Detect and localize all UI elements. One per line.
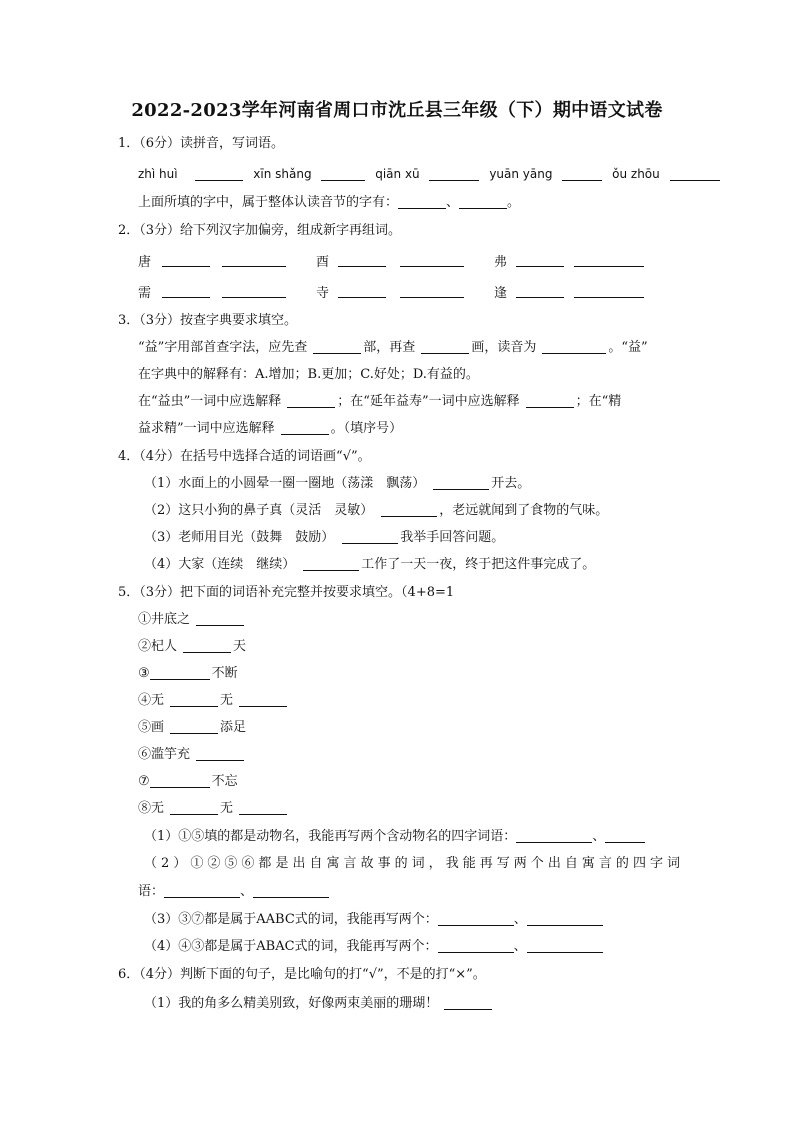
question-1-heading: 1．（6分）读拼音，写词语。	[118, 136, 285, 151]
pinyin-4: yuān yāng	[489, 167, 553, 181]
char-1: 唐	[138, 255, 152, 270]
answer-blank[interactable]	[170, 692, 218, 707]
answer-blank[interactable]	[516, 283, 564, 298]
separator: 、	[446, 195, 460, 210]
text: 语：	[138, 884, 165, 899]
idiom-6	[138, 746, 244, 764]
answer-blank[interactable]	[605, 828, 645, 843]
pinyin-1: zhì huì	[138, 167, 178, 181]
answer-blank[interactable]	[516, 252, 564, 267]
idiom-7	[138, 773, 238, 791]
text: 画，读音为	[471, 340, 537, 355]
answer-blank[interactable]	[574, 252, 644, 267]
answer-blank[interactable]	[444, 995, 492, 1010]
char-4: 需	[138, 286, 152, 301]
text: （1）水面上的小圆晕一圈一圈地（荡漾 飘荡）	[144, 476, 426, 491]
question-1-note	[138, 194, 520, 212]
text: 。（填序号）	[330, 421, 403, 436]
pinyin-3: qiān xū	[375, 167, 420, 181]
answer-blank[interactable]	[170, 800, 218, 815]
text: 部，再查	[363, 340, 416, 355]
text: 无	[220, 801, 234, 816]
text: 在“益虫”一词中应选解释	[138, 394, 282, 409]
question-1-note-text: 上面所填的字中，属于整体认读音节的字有：	[138, 195, 399, 210]
pinyin-2: xīn shǎng	[253, 167, 312, 181]
answer-blank[interactable]	[438, 938, 514, 953]
idiom-4	[138, 692, 287, 710]
answer-blank[interactable]	[400, 283, 464, 298]
answer-blank[interactable]	[542, 339, 606, 354]
text: ；在“精	[575, 394, 622, 409]
answer-blank[interactable]	[164, 883, 240, 898]
answer-blank[interactable]	[574, 283, 644, 298]
answer-blank[interactable]	[183, 638, 231, 653]
idiom-2	[138, 638, 246, 656]
text: 添足	[220, 720, 247, 735]
answer-blank[interactable]	[398, 194, 446, 209]
answer-blank[interactable]	[222, 252, 286, 267]
answer-blank[interactable]	[195, 166, 243, 181]
answer-blank[interactable]	[338, 252, 386, 267]
answer-blank[interactable]	[303, 556, 359, 571]
answer-blank[interactable]	[253, 883, 329, 898]
text: 我举手回答问题。	[400, 530, 505, 545]
text: ③	[138, 666, 150, 681]
idiom-8	[138, 800, 287, 818]
question-5-sub-2-cont	[138, 883, 329, 901]
idiom-3	[138, 665, 238, 683]
separator: 、	[592, 829, 606, 844]
idiom-1	[138, 611, 244, 629]
page-title: 2022-2023学年河南省周口市沈丘县三年级（下）期中语文试卷	[131, 100, 663, 121]
text: （3）③⑦都是属于AABC式的词，我能再写两个：	[144, 912, 438, 927]
answer-blank[interactable]	[527, 911, 603, 926]
text: ⑧无	[138, 801, 165, 816]
question-3-line-3	[138, 393, 621, 411]
question-5-sub-2	[144, 855, 680, 873]
text: （4）④③都是属于ABAC式的词，我能再写两个：	[144, 939, 438, 954]
question-5-sub-3	[144, 911, 603, 929]
pinyin-5: ǒu zhōu	[612, 167, 660, 181]
question-3-line-1	[138, 339, 648, 357]
answer-blank[interactable]	[281, 420, 329, 435]
text: 。“益”	[608, 340, 648, 355]
separator: 、	[513, 939, 527, 954]
answer-blank[interactable]	[150, 773, 210, 788]
text: ，老远就闻到了食物的气味。	[439, 503, 609, 518]
answer-blank[interactable]	[381, 502, 437, 517]
answer-blank[interactable]	[527, 938, 603, 953]
answer-blank[interactable]	[338, 283, 386, 298]
text: ①井底之	[138, 612, 191, 627]
question-4-item-2	[144, 502, 608, 520]
question-5-heading: 5．（3分）把下面的词语补充完整并按要求填空。（4+8=1	[118, 585, 455, 600]
question-5-sub-4	[144, 938, 603, 956]
text: 益求精”一词中应选解释	[138, 421, 275, 436]
answer-blank[interactable]	[670, 166, 720, 181]
question-4-heading: 4．（4分）在括号中选择合适的词语画“√”。	[118, 449, 371, 464]
text: ⑦	[138, 774, 150, 789]
text: （1）①⑤填的都是动物名，我能再写两个含动物名的四字词语：	[144, 829, 517, 844]
answer-blank[interactable]	[562, 166, 602, 181]
text: ⑥滥竽充	[138, 747, 191, 762]
question-4-item-1	[144, 475, 530, 493]
answer-blank[interactable]	[196, 746, 244, 761]
text: ⑤画	[138, 720, 165, 735]
answer-blank[interactable]	[239, 800, 287, 815]
text: 不忘	[211, 774, 238, 789]
question-2-heading: 2．（3分）给下列汉字加偏旁，组成新字再组词。	[118, 223, 402, 238]
question-4-item-3	[144, 529, 504, 547]
text: ②杞人	[138, 639, 178, 654]
answer-blank[interactable]	[421, 339, 469, 354]
question-3-heading: 3．（3分）按查字典要求填空。	[118, 313, 298, 328]
answer-blank[interactable]	[516, 828, 592, 843]
separator: 、	[240, 884, 254, 899]
question-4-item-4	[144, 556, 595, 574]
answer-blank[interactable]	[429, 166, 479, 181]
text: ④无	[138, 693, 165, 708]
char-6: 逢	[494, 286, 508, 301]
text: （1）我的角多么精美别致，好像两束美丽的珊瑚！	[144, 996, 439, 1011]
answer-blank[interactable]	[196, 611, 244, 626]
answer-blank[interactable]	[459, 194, 507, 209]
question-3-line-2: 在字典中的解释有：A.增加；B.更加；C.好处；D.有益的。	[138, 367, 479, 382]
char-5: 寺	[316, 286, 330, 301]
char-3: 弗	[494, 255, 508, 270]
answer-blank[interactable]	[150, 665, 210, 680]
answer-blank[interactable]	[526, 393, 574, 408]
text: “益”字用部首查字法，应先查	[138, 340, 308, 355]
answer-blank[interactable]	[162, 252, 210, 267]
separator: 、	[513, 912, 527, 927]
question-6-item-1	[144, 995, 492, 1013]
answer-blank[interactable]	[438, 911, 514, 926]
text: 不断	[211, 666, 238, 681]
char-2: 酉	[316, 255, 330, 270]
text: ；在“延年益寿”一词中应选解释	[337, 394, 520, 409]
question-5-sub-1	[144, 828, 645, 846]
answer-blank[interactable]	[313, 339, 361, 354]
question-3-line-4	[138, 420, 402, 438]
idiom-5	[138, 719, 246, 737]
question-1-pinyin-row	[138, 165, 720, 183]
answer-blank[interactable]	[433, 475, 489, 490]
text: 天	[233, 639, 247, 654]
text: （3）老师用目光（鼓舞 鼓励）	[144, 530, 335, 545]
text: （2）①②⑤⑥都是出自寓言故事的词，我能再写两个出自寓言的四字词	[144, 856, 680, 871]
answer-blank[interactable]	[287, 393, 335, 408]
answer-blank[interactable]	[239, 692, 287, 707]
answer-blank[interactable]	[222, 283, 286, 298]
answer-blank[interactable]	[342, 529, 398, 544]
text: （2）这只小狗的鼻子真（灵活 灵敏）	[144, 503, 374, 518]
text: 无	[220, 693, 234, 708]
text: （4）大家（连续 继续）	[144, 557, 296, 572]
question-6-heading: 6．（4分）判断下面的句子，是比喻句的打“√”，不是的打“×”。	[118, 967, 486, 982]
answer-blank[interactable]	[321, 166, 365, 181]
answer-blank[interactable]	[162, 283, 210, 298]
text: 开去。	[491, 476, 531, 491]
answer-blank[interactable]	[400, 252, 464, 267]
answer-blank[interactable]	[170, 719, 218, 734]
period: 。	[507, 195, 521, 210]
text: 工作了一天一夜，终于把这件事完成了。	[361, 557, 596, 572]
